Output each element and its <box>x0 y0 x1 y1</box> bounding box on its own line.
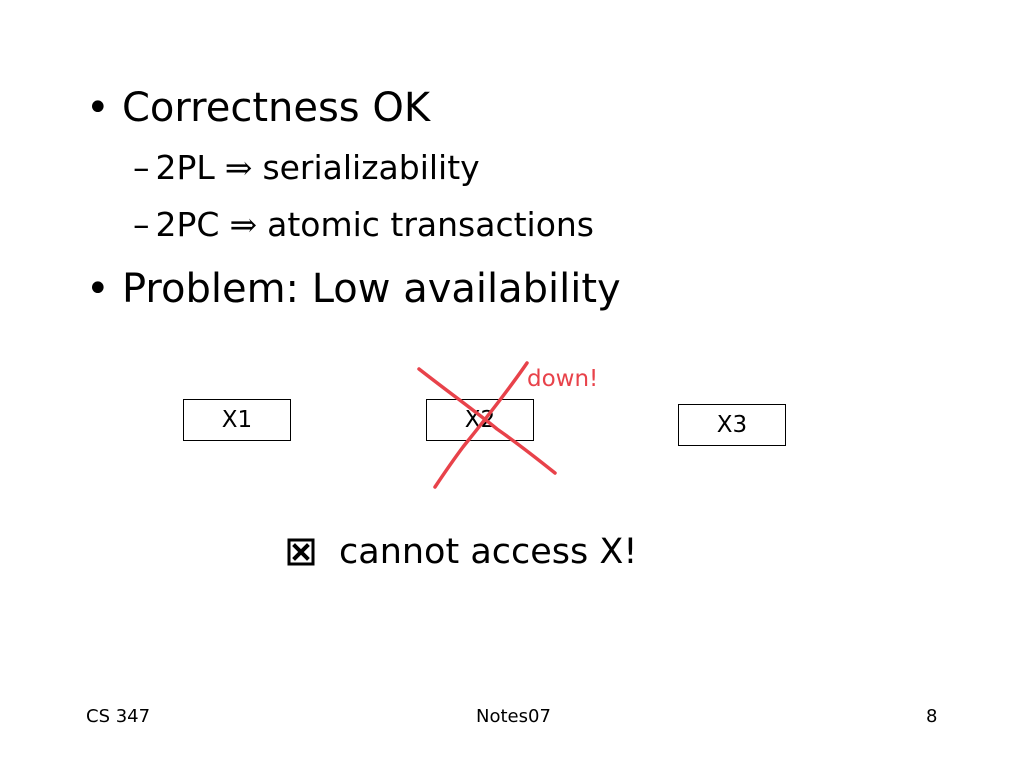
dash: – <box>133 205 150 244</box>
down-label: down! <box>527 366 599 392</box>
note <box>287 530 637 574</box>
x-checkbox-icon <box>287 538 315 566</box>
implies-arrow-icon: ⇒ <box>229 205 258 244</box>
box-x2 <box>426 399 534 441</box>
bullet-correctness <box>86 84 430 132</box>
bullet-glyph: • <box>86 85 110 131</box>
subitem-2pc <box>133 205 594 245</box>
bullet-text: Problem: Low availability <box>122 266 621 312</box>
subitem-left: 2PL <box>155 148 215 187</box>
box-label: X1 <box>221 407 253 433</box>
box-x1 <box>183 399 291 441</box>
subitem-left: 2PC <box>155 205 220 244</box>
box-label: X2 <box>464 407 496 433</box>
implies-arrow-icon: ⇒ <box>224 148 253 187</box>
box-label: X3 <box>716 412 748 438</box>
footer-title: Notes07 <box>476 706 551 727</box>
bullet-problem <box>86 265 621 313</box>
footer-page-number: 8 <box>926 706 938 727</box>
subitem-right: serializability <box>262 148 480 187</box>
bullet-glyph: • <box>86 266 110 312</box>
subitem-right: atomic transactions <box>267 205 594 244</box>
subitem-2pl <box>133 148 480 188</box>
dash: – <box>133 148 150 187</box>
box-x3 <box>678 404 786 446</box>
footer-course: CS 347 <box>86 706 151 727</box>
bullet-text: Correctness OK <box>122 85 431 131</box>
note-text: cannot access X! <box>339 532 638 572</box>
